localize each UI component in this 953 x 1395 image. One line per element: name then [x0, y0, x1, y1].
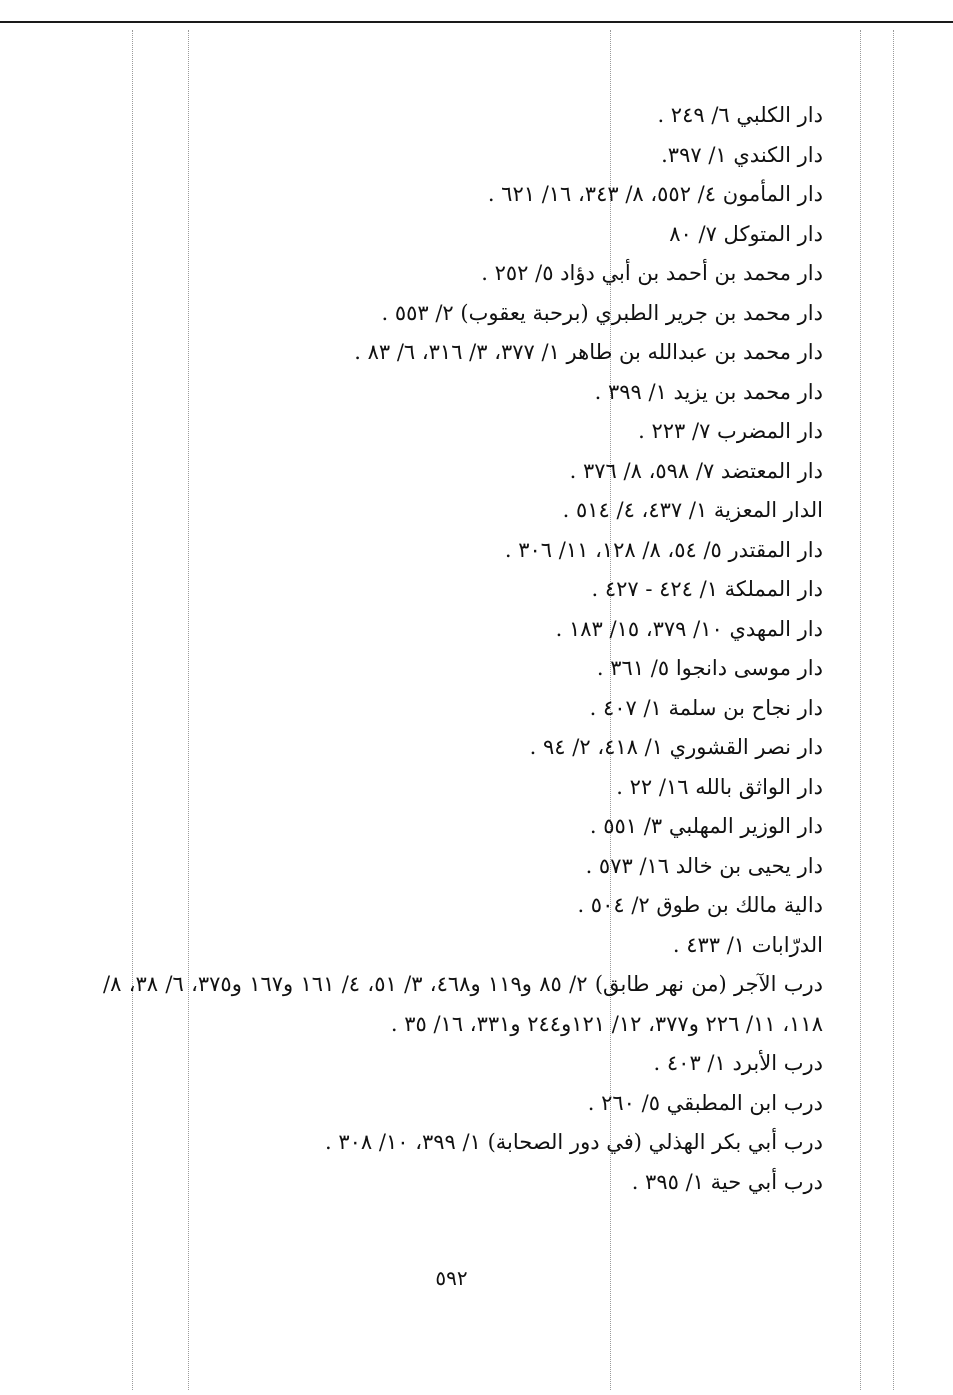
index-entry: الدار المعزية ١/ ٤٣٧، ٤/ ٥١٤ .	[562, 498, 823, 522]
index-entry: دار المقتدر ٥/ ٥٤، ٨/ ١٢٨، ١١/ ٣٠٦ .	[504, 537, 823, 562]
index-entry: دار المتوكل ٧/ ٨٠	[669, 221, 823, 246]
index-entry: الدرّابات ١/ ٤٣٣ .	[672, 932, 823, 957]
index-entry: دار المعتضد ٧/ ٥٩٨، ٨/ ٣٧٦ .	[569, 458, 823, 483]
scan-artifact-line	[893, 30, 894, 1390]
index-entry: دار يحيى بن خالد ١٦/ ٥٧٣ .	[585, 853, 823, 878]
index-entry: درب الأبرد ١/ ٤٠٣ .	[653, 1051, 823, 1075]
index-entry: دار المهدي ١٠/ ٣٧٩، ١٥/ ١٨٣ .	[555, 616, 823, 641]
index-entry: درب أبي حية ١/ ٣٩٥ .	[631, 1169, 823, 1194]
index-entry: دار الوزير المهلبي ٣/ ٥٥١ .	[589, 814, 823, 838]
index-entry: دار المضرب ٧/ ٢٢٣ .	[638, 419, 823, 443]
page-number: ٥٩٢	[435, 1266, 468, 1290]
index-entry: دار الواثق بالله ١٦/ ٢٢ .	[616, 774, 823, 799]
index-entry: دار الكندي ١/ ٣٩٧.	[661, 142, 823, 167]
index-entry: دار المأمون ٤/ ٥٥٢، ٨/ ٣٤٣، ١٦/ ٦٢١ .	[487, 182, 823, 206]
header-rule	[0, 21, 953, 23]
index-entry: دار محمد بن يزيد ١/ ٣٩٩ .	[594, 379, 823, 404]
index-entry: دار المملكة ١/ ٤٢٤ - ٤٢٧ .	[591, 577, 823, 601]
index-entry: دار محمد بن عبدالله بن طاهر ١/ ٣٧٧، ٣/ ٣١٦، ٦/ ٨٣ .	[354, 340, 823, 364]
index-entry: دار موسى دانجوا ٥/ ٣٦١ .	[596, 656, 823, 680]
index-entries-list	[103, 96, 823, 1202]
index-entry: دار محمد بن جرير الطبري (برحبة يعقوب) ٢/ ٥٥٣ .	[381, 300, 823, 325]
scan-artifact-line	[860, 30, 861, 1390]
index-entry: درب ابن المطبقي ٥/ ٢٦٠ .	[587, 1090, 823, 1115]
index-entry: دار نصر القشوري ١/ ٤١٨، ٢/ ٩٤ .	[529, 735, 823, 759]
index-entry: دار نجاح بن سلمة ١/ ٤٠٧ .	[589, 695, 823, 720]
index-entry: دار الكلبي ٦/ ٢٤٩ .	[657, 103, 823, 127]
index-entry: دار محمد بن أحمد بن أبي دؤاد ٥/ ٢٥٢ .	[481, 261, 823, 285]
index-entry: دالية مالك بن طوق ٢/ ٥٠٤ .	[577, 893, 823, 917]
index-entry: درب أبي بكر الهذلي (في دور الصحابة) ١/ ٣٩٩، ١٠/ ٣٠٨ .	[325, 1130, 823, 1154]
index-entry-multiline: درب الآجر (من نهر طابق) ٢/ ٨٥ و١١٩ و٤٦٨، ٣/ ٥١، ٤/ ١٦١ و١٦٧ و٣٧٥، ٦/ ٣٨، ٨/ ١١٨، ١١/ ٢٢٦ و٣٧٧، ١٢/ ١٢١و٢٤٤ و٣٣١، ١٦/ ٣٥ .	[103, 972, 824, 1036]
